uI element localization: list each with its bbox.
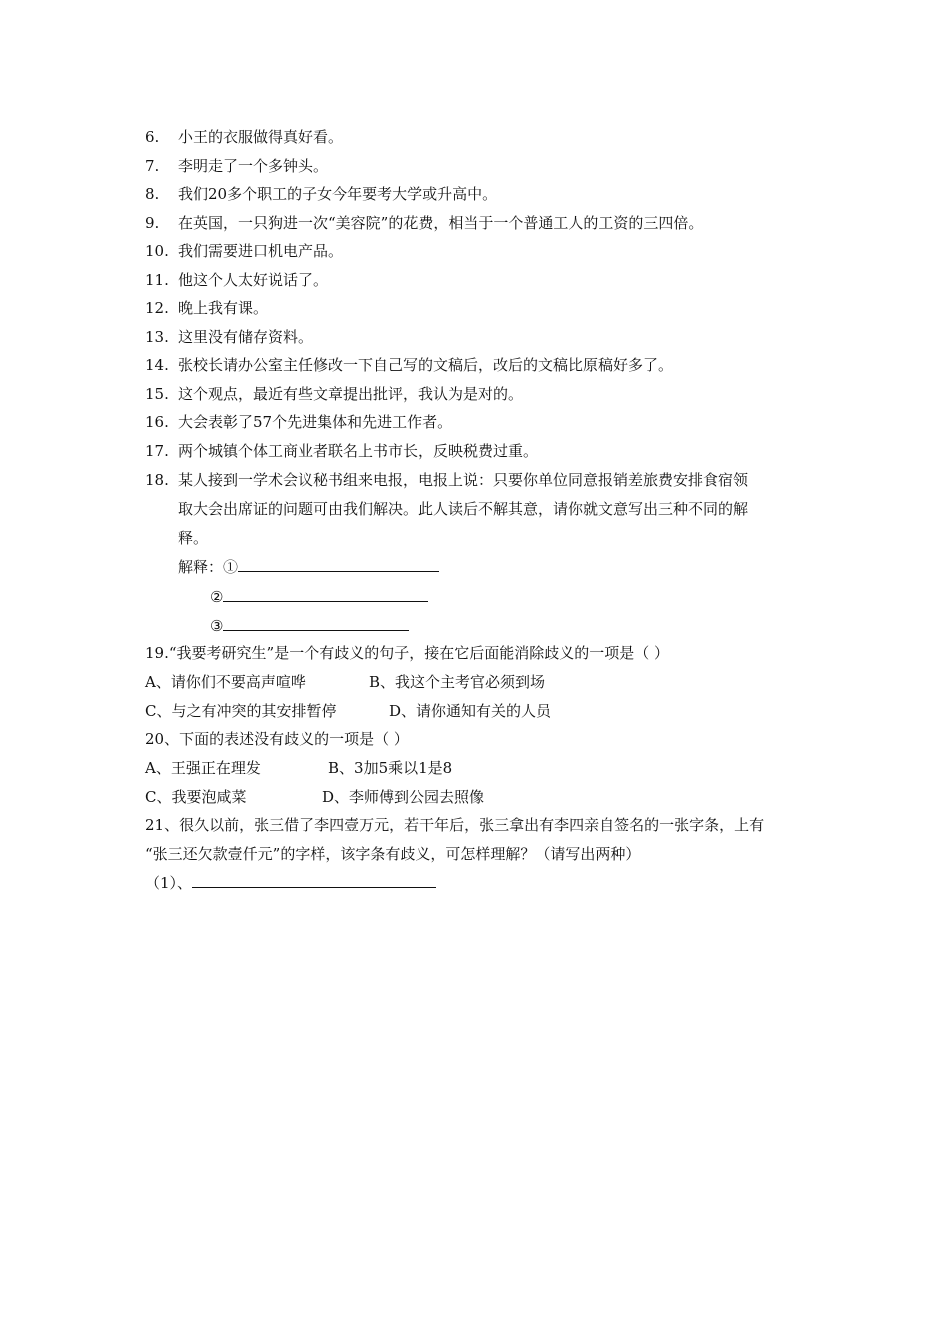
question-20-stem: 20、下面的表述没有歧义的一项是（ ） xyxy=(145,730,409,748)
question-text: 小王的衣服做得真好看。 xyxy=(178,128,344,146)
question-number: 18. xyxy=(145,471,169,489)
question-number: 11. xyxy=(145,271,169,289)
option-c: C、我要泡咸菜 xyxy=(145,788,247,806)
circled-number: ① xyxy=(223,558,239,576)
question-text: 张校长请办公室主任修改一下自己写的文稿后，改后的文稿比原稿好多了。 xyxy=(178,356,674,374)
question-number: 8. xyxy=(145,185,160,203)
answer-blank[interactable] xyxy=(192,873,436,888)
question-18-line-2: 取大会出席证的问题可由我们解决。此人读后不解其意，请你就文意写出三种不同的解 xyxy=(178,500,749,518)
option-a: A、王强正在理发 xyxy=(145,759,261,777)
question-text: 这里没有储存资料。 xyxy=(178,328,314,346)
answer-line-1 xyxy=(178,557,439,577)
question-number: 15. xyxy=(145,385,169,403)
question-number: 6. xyxy=(145,128,160,146)
question-text: 晚上我有课。 xyxy=(178,299,269,317)
question-number: 7. xyxy=(145,157,160,175)
question-21-line-1: 21、很久以前，张三借了李四壹万元，若干年后，张三拿出有李四亲自签名的一张字条，上有 xyxy=(145,816,765,834)
question-text: 我们20多个职工的子女今年要考大学或升高中。 xyxy=(178,185,498,203)
question-text: 我们需要进口机电产品。 xyxy=(178,242,344,260)
question-text: 大会表彰了57个先进集体和先进工作者。 xyxy=(178,413,453,431)
answer-label: 解释： xyxy=(178,558,224,576)
answer-blank[interactable] xyxy=(223,616,409,631)
question-text: 他这个人太好说话了。 xyxy=(178,271,329,289)
circled-number: ③ xyxy=(210,617,224,635)
option-d: D、请你通知有关的人员 xyxy=(389,702,552,720)
circled-number: ② xyxy=(210,588,224,606)
question-19-stem: 19.“我要考研究生”是一个有歧义的句子，接在它后面能消除歧义的一项是（ ） xyxy=(145,644,669,662)
question-number: 10. xyxy=(145,242,169,260)
answer-blank[interactable] xyxy=(238,557,439,572)
answer-blank[interactable] xyxy=(223,587,428,602)
question-number: 16. xyxy=(145,413,169,431)
question-number: 17. xyxy=(145,442,169,460)
question-text: 这个观点，最近有些文章提出批评，我认为是对的。 xyxy=(178,385,524,403)
question-18-line-3: 释。 xyxy=(178,529,209,547)
answer-line-3 xyxy=(210,616,409,636)
question-18-line-1: 某人接到一学术会议秘书组来电报，电报上说：只要你单位同意报销差旅费安排食宿领 xyxy=(178,471,749,489)
option-b: B、3加5乘以1是8 xyxy=(328,759,453,777)
option-d: D、李师傅到公园去照像 xyxy=(322,788,485,806)
answer-line-2 xyxy=(210,587,428,607)
question-number: 14. xyxy=(145,356,169,374)
question-21-line-2: “张三还欠款壹仟元”的字样，该字条有歧义，可怎样理解？（请写出两种） xyxy=(145,845,641,863)
option-c: C、与之有冲突的其安排暂停 xyxy=(145,702,337,720)
answer-label: （1）、 xyxy=(145,874,193,892)
question-number: 9. xyxy=(145,214,160,232)
question-number: 12. xyxy=(145,299,169,317)
question-text: 两个城镇个体工商业者联名上书市长，反映税费过重。 xyxy=(178,442,539,460)
answer-line xyxy=(145,873,436,893)
option-b: B、我这个主考官必须到场 xyxy=(369,673,546,691)
question-text: 在英国，一只狗进一次“美容院”的花费，相当于一个普通工人的工资的三四倍。 xyxy=(178,214,704,232)
question-number: 13. xyxy=(145,328,169,346)
option-a: A、请你们不要高声喧哗 xyxy=(145,673,306,691)
question-text: 李明走了一个多钟头。 xyxy=(178,157,329,175)
